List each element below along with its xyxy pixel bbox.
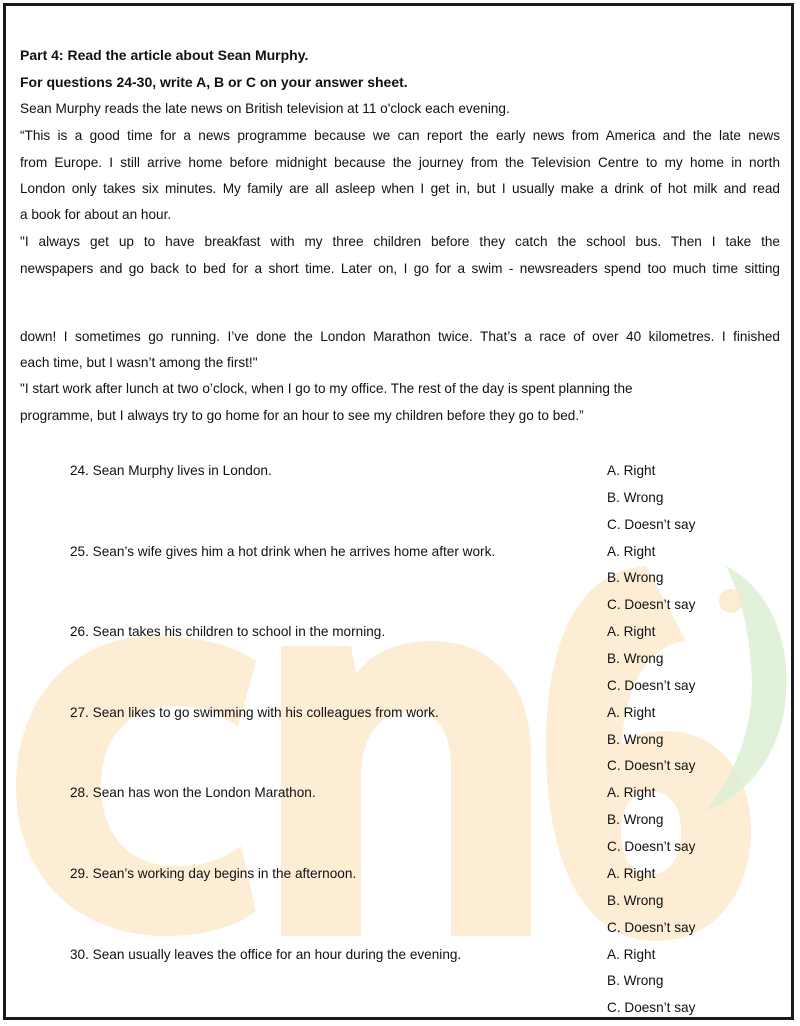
- question-27: 27. Sean likes to go swimming with his colleagues from work.: [70, 704, 439, 720]
- answer-option: C. Doesn’t say: [607, 597, 696, 613]
- answer-option: A. Right: [607, 463, 656, 478]
- answer-option: B. Wrong: [607, 489, 664, 505]
- article-line: London only takes six minutes. My family are all asleep when I get in, but I usually make a drink of hot milk and read: [20, 181, 780, 196]
- instruction-heading: For questions 24-30, write A, B or C on your answer sheet.: [20, 74, 408, 90]
- answer-option: A. Right: [607, 704, 656, 720]
- article-line: “This is a good time for a news programme because we can report the early news from America and the late news: [20, 128, 780, 143]
- answer-option: C. Doesn’t say: [607, 516, 696, 532]
- page-frame: [3, 3, 794, 1020]
- article-line: down! I sometimes go running. I’ve done the London Marathon twice. That’s a race of over 40 kilometres. I finished: [20, 329, 780, 344]
- answer-option: A. Right: [607, 866, 656, 881]
- article-line: programme, but I always try to go home for an hour to see my children before they go to bed.”: [20, 408, 584, 423]
- question-28: 28. Sean has won the London Marathon.: [70, 785, 316, 801]
- question-24: 24. Sean Murphy lives in London.: [70, 463, 272, 478]
- answer-option: C. Doesn’t say: [607, 839, 696, 854]
- part-heading: Part 4: Read the article about Sean Murphy.: [20, 47, 309, 63]
- question-25: 25. Sean’s wife gives him a hot drink when he arrives home after work.: [70, 543, 496, 559]
- question-30: 30. Sean usually leaves the office for an hour during the evening.: [70, 946, 462, 962]
- answer-option: B. Wrong: [607, 812, 664, 828]
- answer-option: B. Wrong: [607, 570, 664, 586]
- article-line: "I always get up to have breakfast with my three children before they catch the school bus. Then I take the: [20, 234, 780, 249]
- answer-option: C. Doesn’t say: [607, 758, 696, 774]
- answer-option: C. Doesn’t say: [607, 919, 696, 935]
- answer-option: A. Right: [607, 543, 656, 559]
- answer-option: B. Wrong: [607, 651, 664, 666]
- article-line: from Europe. I still arrive home before midnight because the journey from the Television Centre to my home in north: [20, 155, 780, 170]
- article-line: Sean Murphy reads the late news on British television at 11 o'clock each evening.: [20, 101, 510, 116]
- answer-option: B. Wrong: [607, 892, 664, 908]
- answer-option: C. Doesn’t say: [607, 1000, 696, 1016]
- answer-option: A. Right: [607, 624, 656, 640]
- article-line: newspapers and go back to bed for a short time. Later on, I go for a swim - newsreaders spend too much time sitting: [20, 261, 780, 276]
- article-line: "I start work after lunch at two o’clock, when I go to my office. The rest of the day is spent planning the: [20, 381, 633, 396]
- answer-option: B. Wrong: [607, 731, 664, 747]
- question-26: 26. Sean takes his children to school in the morning.: [70, 624, 386, 640]
- answer-option: B. Wrong: [607, 973, 664, 989]
- answer-option: A. Right: [607, 785, 656, 801]
- question-29: 29. Sean’s working day begins in the afternoon.: [70, 866, 357, 881]
- answer-option: C. Doesn’t say: [607, 677, 696, 693]
- article-line: each time, but I wasn’t among the first!": [20, 355, 258, 370]
- answer-option: A. Right: [607, 946, 656, 962]
- article-line: a book for about an hour.: [20, 207, 172, 222]
